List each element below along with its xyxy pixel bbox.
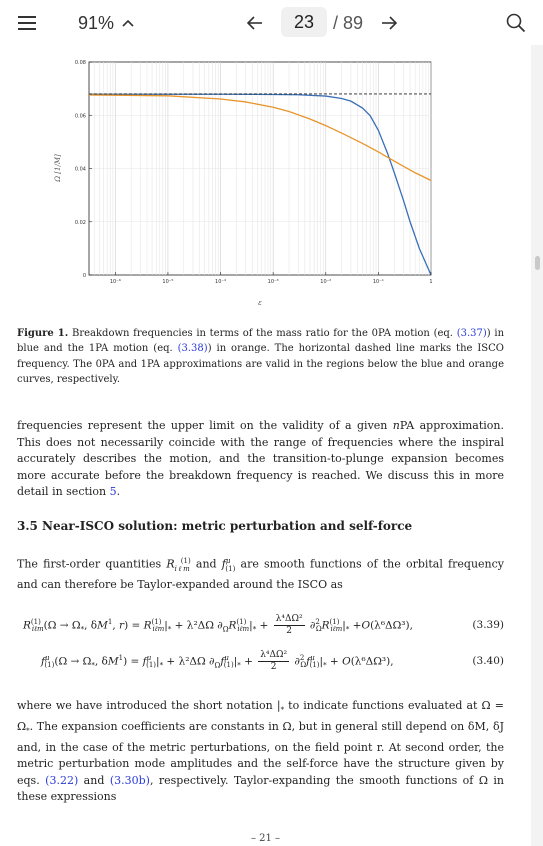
x-tick-label: 10⁻¹ — [372, 279, 384, 285]
x-tick-label: 10⁻⁴ — [215, 279, 227, 285]
page-number-footer: – 21 – — [250, 833, 281, 844]
page-total-label: / 89 — [333, 12, 364, 33]
y-tick-label: 0.08 — [74, 60, 86, 66]
search-button[interactable] — [504, 11, 528, 35]
search-icon — [506, 13, 526, 33]
equation-3-40 — [17, 650, 504, 672]
body-paragraph: where we have introduced the short notation $|_*$ to indicate functions evaluated at $\Omega = \Omega_*$. The expansion coefficients are constants in Ω, but in general still depend on δM, δJ and, in the case of the metric perturbations, on the field point r. At second order, the metric perturbation mode amplitudes and the self-force have the structure given by eqs. (3.22) and (3.30b), respectively. Taylor-expanding the smooth functions of Ω in these expressions — [17, 699, 504, 804]
caption-text: ) in orange. The horizontal dashed line marks the ISCO frequency. The 0PA and 1PA approximations are valid in the regions below the blue and orange curves, respectively. — [17, 343, 504, 386]
scrollbar-thumb[interactable] — [535, 256, 540, 270]
figure-caption — [17, 326, 504, 388]
paragraph-text: frequencies represent the upper limit on the validity of a given — [17, 419, 393, 432]
paragraph-text: , respectively. Taylor-expanding the smooth functions of Ω in these expressions — [17, 773, 504, 804]
paragraph-text: and — [190, 557, 222, 571]
y-tick-label: 0 — [82, 273, 86, 279]
page-number-input[interactable]: 23 — [281, 7, 327, 37]
paragraph-text: to indicate functions evaluated at Ω = Ω — [17, 699, 504, 733]
vertical-scrollbar[interactable] — [531, 45, 543, 846]
equation-link[interactable]: (3.37) — [456, 328, 487, 339]
caption-text: Breakdown frequencies in terms of the mass ratio for the 0PA motion (eq. — [71, 328, 457, 339]
x-tick-label: 10⁻⁶ — [109, 279, 121, 285]
x-axis-label: ε — [258, 299, 262, 307]
body-paragraph — [17, 418, 504, 501]
figure-label: Figure 1. — [17, 328, 69, 339]
breakdown-frequency-chart — [0, 45, 531, 315]
paragraph-text: . — [116, 485, 121, 499]
equation-number: (3.40) — [472, 655, 504, 667]
equation-link[interactable]: (3.22) — [45, 773, 79, 787]
hamburger-menu-icon — [18, 16, 36, 30]
x-tick-label: 1 — [429, 279, 433, 285]
paragraph-text: are smooth functions of the orbital frequency and can therefore be Taylor-expanded around the ISCO as — [17, 557, 504, 592]
x-tick-label: 10⁻² — [320, 279, 332, 285]
caption-text: ) in blue and the 1PA motion (eq. — [17, 328, 505, 355]
section-heading: 3.5 Near-ISCO solution: metric perturbation and self-force — [17, 519, 413, 533]
section-link[interactable]: 5 — [109, 485, 117, 499]
paragraph-text: The first-order quantities — [17, 557, 167, 571]
y-tick-label: 0.04 — [74, 166, 86, 173]
previous-page-button[interactable] — [243, 11, 267, 35]
next-page-button[interactable] — [377, 11, 401, 35]
chevron-up-icon — [122, 19, 134, 27]
equation-number: (3.39) — [472, 619, 504, 631]
paragraph-text: . The expansion coefficients are constants in Ω, but in general still depend on δM, δJ and, in the case of the metric perturbations, on the field point r. At second order, the metric perturbation mode amplitudes and the self-force have the structure given by eqs. — [17, 719, 504, 787]
x-tick-label: 10⁻⁵ — [162, 279, 174, 285]
x-tick-label: 10⁻³ — [267, 279, 279, 285]
zoom-dropdown-button[interactable] — [120, 11, 136, 35]
paragraph-text: PA approximation. This does not necessarily coincide with the range of frequencies where the inspiral accurately describes the motion, and the transition-to-plunge expansion becomes more accurate before the breakdown frequency is reached. We discuss this in more detail in section — [17, 419, 504, 499]
equation-link[interactable]: (3.38) — [177, 343, 208, 355]
arrow-left-icon — [247, 16, 263, 30]
paragraph-math: f — [221, 557, 226, 571]
paragraph-math: n — [392, 419, 400, 432]
paragraph-text: where we have introduced the short notation — [17, 699, 277, 712]
paragraph-math: R — [166, 557, 175, 571]
body-paragraph: The first-order quantities $R_{i\ell m}^{(1)}$ and $f^\mu_{(1)}$ are smooth functions of the orbital frequency and can therefore be Taylor-expanded around the ISCO as — [17, 557, 504, 592]
equation-expression: $f^\mu_{(1)}(\Omega \to \Omega_*$, $\delta M^1) = f^\mu_{(1)}|_* + \lambda^2\Delta\Omega$ $\partial_\Omega f^\mu_{(1)}|_*$ + $\frac{\text{λ⁴ΔΩ²}}{2}$ $\partial^2_\Omega f^\mu_{(1)}|_* + O(\lambda^6\Delta\Omega^3)$, — [41, 649, 394, 672]
menu-button[interactable] — [14, 11, 40, 35]
y-tick-label: 0.02 — [74, 219, 86, 226]
equation-expression: $R^{(1)}_{i\ell m}(\Omega \to \Omega_*$, $\delta M^1$, $r) = R^{(1)}_{i\ell m}|_* + \lambda^2\Delta\Omega$ $\partial_\Omega R^{(1)}_{i\ell m}|_*$ + $\frac{\text{λ⁴ΔΩ²}}{2}$ $\partial^2_\Omega R^{(1)}_{i\ell m}|_* +O(\lambda^6\Delta\Omega^3)$, — [23, 613, 413, 636]
y-axis-label: Ω [1/M] — [54, 154, 62, 182]
zoom-level[interactable]: 91% — [78, 12, 115, 33]
arrow-right-icon — [381, 16, 397, 30]
pdf-toolbar — [0, 0, 543, 45]
paragraph-text: and — [78, 773, 110, 787]
y-tick-label: 0.06 — [74, 113, 86, 120]
equation-link[interactable]: (3.30b) — [109, 773, 150, 787]
equation-3-39 — [17, 614, 504, 636]
x-axis-ticks — [110, 272, 433, 285]
y-axis-ticks — [75, 60, 92, 279]
